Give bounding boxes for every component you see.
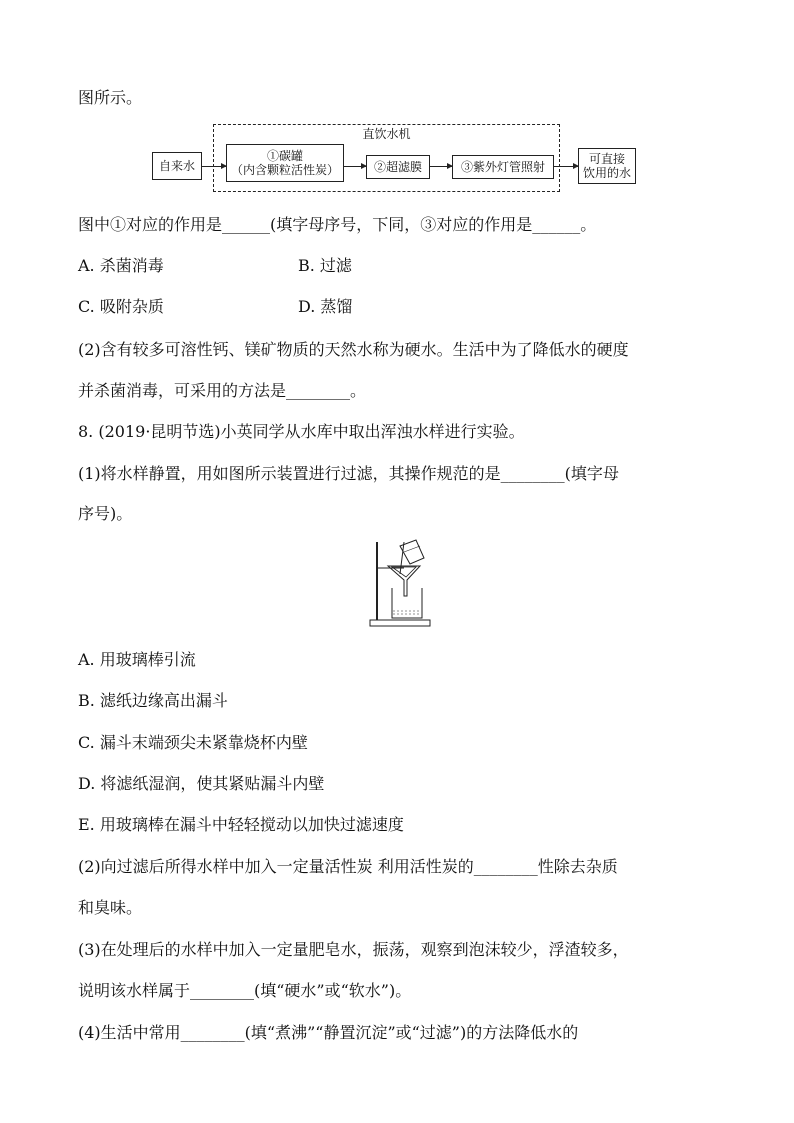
diagram-title: 直饮水机 bbox=[362, 127, 411, 141]
drinkable-water-box bbox=[578, 148, 636, 184]
ultrafiltration-box bbox=[366, 155, 430, 179]
carbon-tank-sublabel: （内含颗粒活性炭） bbox=[230, 163, 339, 177]
part-2-line-2: 并杀菌消毒，可采用的方法是________。 bbox=[78, 381, 367, 400]
option-a: A. 杀菌消毒 bbox=[78, 256, 164, 275]
flow-arrow-3 bbox=[430, 166, 452, 167]
q8-part-3-line-1: (3)在处理后的水样中加入一定量肥皂水，振荡，观察到泡沫较少，浮渣较多， bbox=[78, 940, 629, 959]
uv-lamp-box bbox=[452, 155, 554, 179]
option-c: C. 吸附杂质 bbox=[78, 297, 164, 316]
part-2-line-1: (2)含有较多可溶性钙、镁矿物质的天然水称为硬水。生活中为了降低水的硬度 bbox=[78, 340, 629, 359]
q8-option-c: C. 漏斗末端颈尖未紧靠烧杯内壁 bbox=[78, 733, 308, 752]
ultrafiltration-label: ②超滤膜 bbox=[373, 160, 422, 174]
carbon-tank-box bbox=[226, 144, 344, 182]
q8-part-2-line-2: 和臭味。 bbox=[78, 898, 143, 917]
q8-option-a: A. 用玻璃棒引流 bbox=[78, 650, 196, 669]
tap-water-box bbox=[152, 152, 202, 180]
q8-option-d: D. 将滤纸湿润，使其紧贴漏斗内壁 bbox=[78, 774, 325, 793]
option-row-ab bbox=[78, 256, 164, 276]
q8-option-b: B. 滤纸边缘高出漏斗 bbox=[78, 691, 228, 710]
q8-part-1-line-2: 序号)。 bbox=[78, 504, 133, 523]
drinkable-water-label-1: 可直接 bbox=[588, 152, 625, 166]
question-8-title: 8. (2019·昆明节选)小英同学从水库中取出浑浊水样进行实验。 bbox=[78, 422, 525, 441]
q8-part-1-line-1: (1)将水样静置，用如图所示装置进行过滤，其操作规范的是________(填字母 bbox=[78, 464, 619, 483]
tap-water-label: 自来水 bbox=[158, 159, 195, 173]
q8-option-e: E. 用玻璃棒在漏斗中轻轻搅动以加快过滤速度 bbox=[78, 815, 404, 834]
uv-lamp-label: ③紫外灯管照射 bbox=[460, 160, 545, 174]
flow-arrow-4 bbox=[554, 166, 578, 167]
q8-part-4-line-1: (4)生活中常用________(填“煮沸”“静置沉淀”或“过滤”)的方法降低水的 bbox=[78, 1023, 579, 1042]
q8-part-2-line-1: (2)向过滤后所得水样中加入一定量活性炭 利用活性炭的________性除去杂质 bbox=[78, 857, 618, 876]
q8-part-3-line-2: 说明该水样属于________(填“硬水”或“软水”)。 bbox=[78, 981, 412, 1000]
flow-arrow-1 bbox=[202, 166, 226, 167]
flow-arrow-2 bbox=[344, 166, 366, 167]
intro-text: 图所示。 bbox=[78, 88, 143, 107]
carbon-tank-label: ①碳罐 bbox=[266, 149, 303, 163]
question-1-text: 图中①对应的作用是______(填字母序号，下同，③对应的作用是______。 bbox=[78, 215, 597, 234]
option-d: D. 蒸馏 bbox=[298, 297, 353, 316]
drinkable-water-label-2: 饮用的水 bbox=[582, 166, 631, 180]
option-b: B. 过滤 bbox=[298, 256, 352, 275]
filtration-apparatus-illustration bbox=[364, 538, 434, 630]
